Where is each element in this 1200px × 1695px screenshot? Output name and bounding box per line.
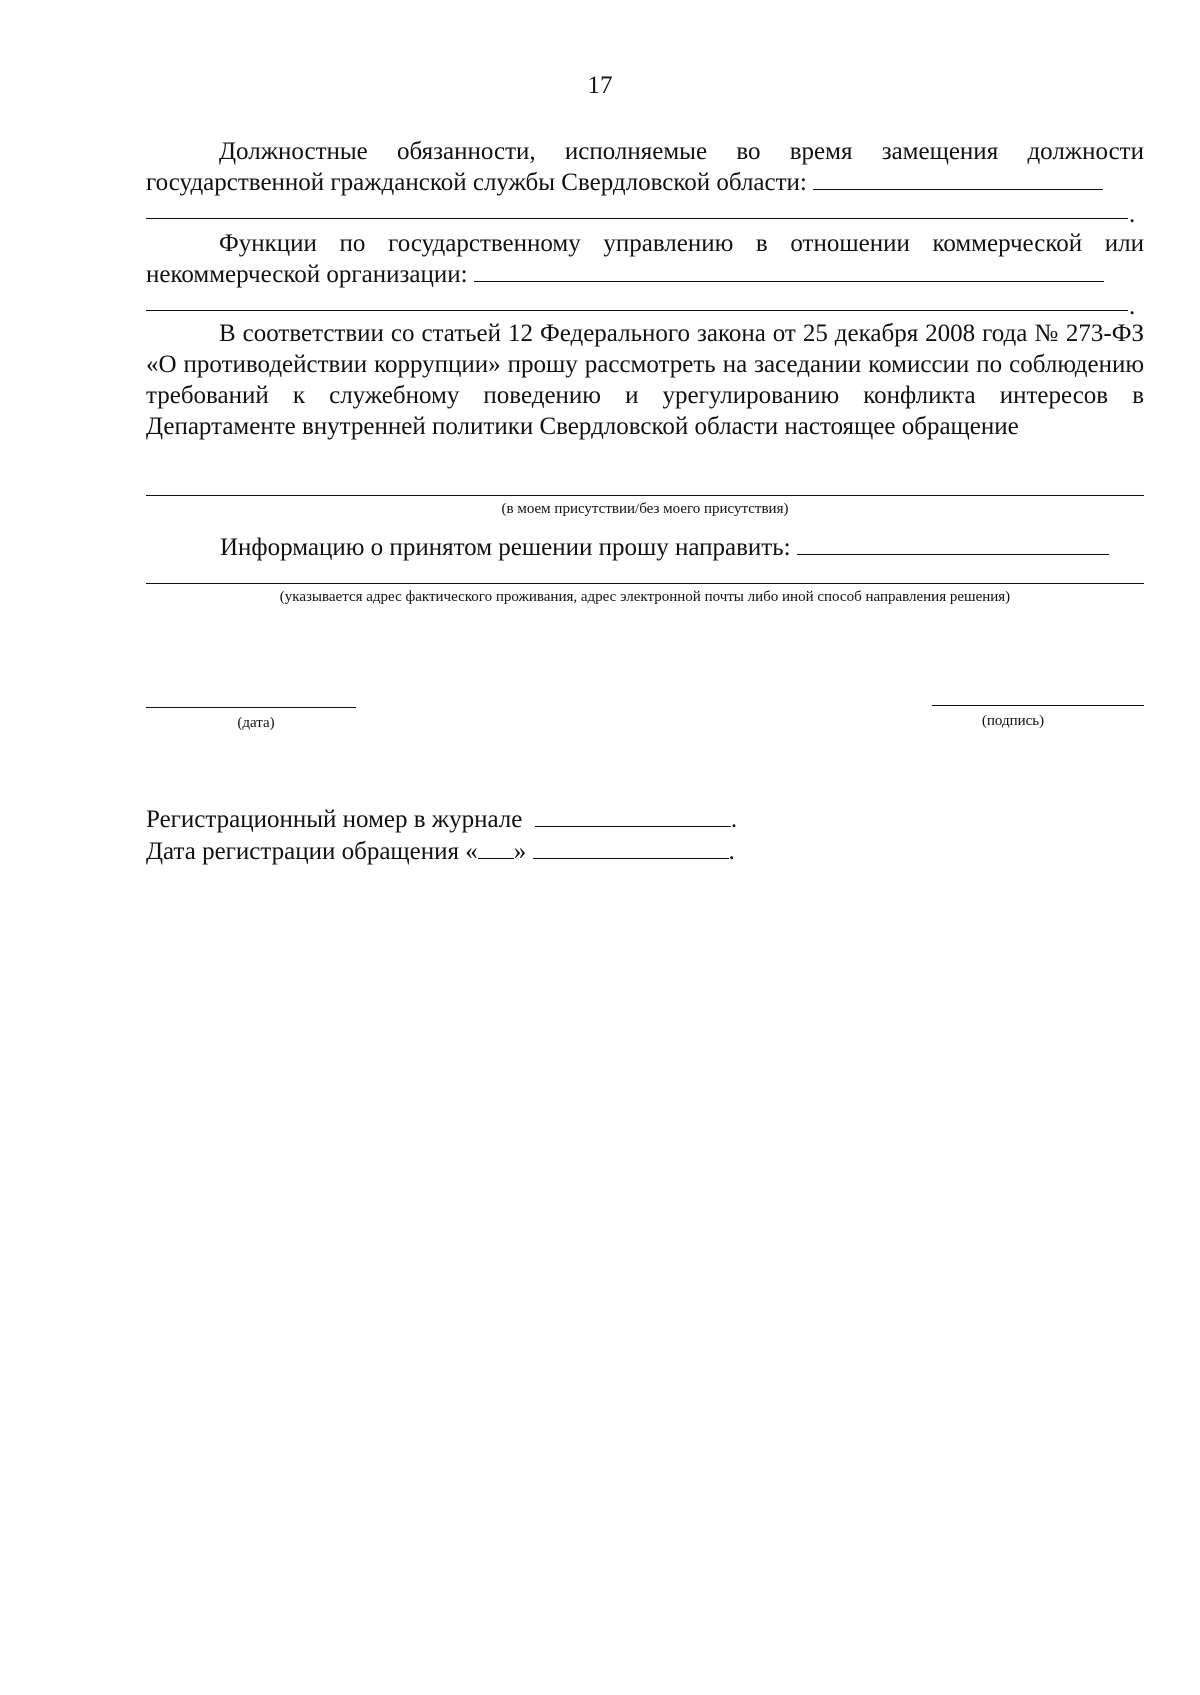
registration-date-end-mark: . — [728, 838, 735, 865]
duties-paragraph — [146, 136, 1144, 198]
registration-number-row — [146, 804, 737, 835]
registration-date-blank[interactable] — [533, 836, 729, 859]
info-continuation-line[interactable] — [146, 583, 1144, 584]
duties-continuation-line[interactable] — [146, 218, 1128, 219]
functions-fill-line[interactable] — [474, 259, 1104, 282]
presence-caption: (в моем присутствии/без моего присутствия) — [501, 501, 789, 517]
registration-number-label: Регистрационный номер в журнале — [146, 806, 523, 833]
request-paragraph: В соответствии со статьей 12 Федерального закона от 25 декабря 2008 года № 273-ФЗ «О противодействии коррупции» прошу рассмотреть на заседании комиссии по соблюдению требований к служебному поведению и урегулированию конфликта интересов в Департаменте внутренней политики Свердловской области настоящее обращение — [146, 320, 1144, 440]
info-fill-line[interactable] — [797, 532, 1109, 555]
date-line[interactable] — [146, 707, 356, 708]
registration-number-end-mark: . — [730, 806, 738, 833]
functions-end-mark: . — [1129, 293, 1136, 320]
signature-line[interactable] — [932, 705, 1144, 706]
functions-text: Функции по государственному управлению в отношении коммерческой или некоммерческой организации: — [146, 230, 1144, 288]
duties-end-mark: . — [1129, 201, 1136, 228]
info-caption: (указывается адрес фактического проживания, адрес электронной почты либо иной способ направления решения) — [279, 589, 1011, 605]
duties-text: Должностные обязанности, исполняемые во время замещения должности государственной гражданской службы Свердловской области: — [146, 138, 1144, 196]
registration-date-row — [146, 836, 735, 867]
registration-date-label: Дата регистрации обращения « — [146, 838, 478, 865]
signature-caption: (подпись) — [981, 713, 1045, 729]
registration-day-blank[interactable] — [478, 836, 514, 859]
info-paragraph — [220, 532, 1109, 563]
registration-date-close: » — [513, 838, 527, 865]
duties-fill-line[interactable] — [813, 167, 1103, 190]
functions-paragraph — [146, 228, 1144, 290]
page-number: 17 — [587, 72, 613, 99]
presence-fill-line[interactable] — [146, 495, 1144, 496]
info-text: Информацию о принятом решении прошу направить: — [220, 534, 791, 561]
date-caption: (дата) — [237, 715, 275, 731]
functions-continuation-line[interactable] — [146, 310, 1128, 311]
registration-number-blank[interactable] — [535, 804, 731, 827]
